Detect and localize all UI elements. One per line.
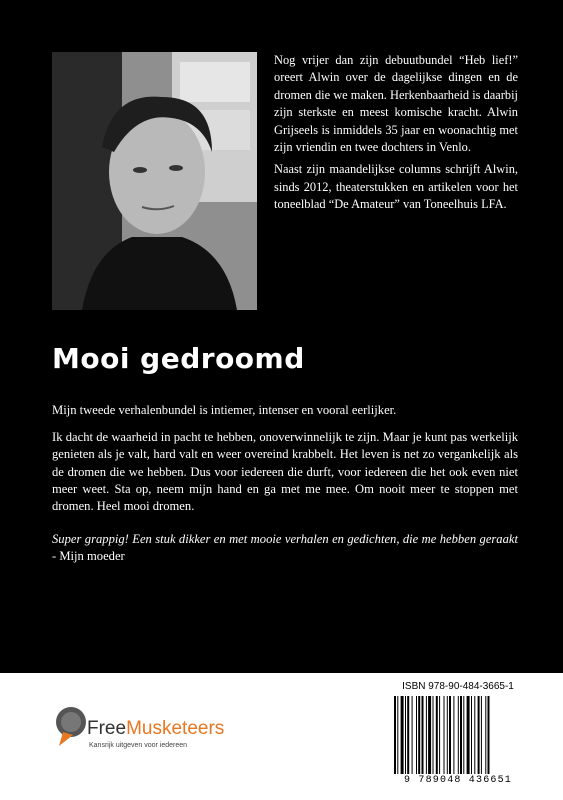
book-title: Mooi gedroomd <box>52 342 305 375</box>
quote-attribution: - Mijn moeder <box>52 549 125 564</box>
barcode-digits: 9 789048 436651 <box>403 775 512 786</box>
footer-panel <box>0 673 563 800</box>
bio-paragraph: Naast zijn maandelijkse columns schrijft Alwin, sinds 2012, theaterstukken en artikelen voor het toneelblad “De Amateur” van Toneelhuis LFA. <box>274 162 518 212</box>
isbn-barcode <box>388 681 528 791</box>
author-bio <box>274 52 518 219</box>
publisher-logo <box>55 698 225 758</box>
blurb-paragraph: Ik dacht de waarheid in pacht te hebben, onoverwinnelijk te zijn. Maar je kunt pas werkelijk genieten als je valt, hard valt en weer overeind krabbelt. Het leven is net zo vergankelijk als de dromen die we hebben. Dus voor iedereen die durft, voor iedereen die het ook even niet meer weet. Sta op, neem mijn hand en ga met me mee. Om nooit meer te stoppen met dromen. Heel mooi dromen. <box>52 430 518 514</box>
isbn-label: ISBN 978-90-484-3665-1 <box>402 681 514 692</box>
barcode-bars <box>394 696 522 774</box>
author-portrait-image <box>52 52 257 310</box>
publisher-name <box>87 718 224 740</box>
author-photo <box>52 52 257 310</box>
blurb-paragraph: Mijn tweede verhalenbundel is intiemer, intenser en vooral eerlijker. <box>52 403 397 417</box>
publisher-name-part-2: Musketeers <box>126 718 225 739</box>
publisher-name-part-1: Free <box>87 718 127 739</box>
bio-paragraph: Nog vrijer dan zijn debuutbundel “Heb lief!” oreert Alwin over de dagelijkse dingen en de dromen die we maken. Herkenbaarheid is daarbij zijn sterkste en meest komische kracht. Alwin Grijseels is inmiddels 35 jaar en woonachtig met zijn vriendin en twee dochters in Venlo. <box>274 53 518 155</box>
review-quote <box>52 531 518 565</box>
publisher-tagline: Kansrijk uitgeven voor iedereen <box>89 742 188 749</box>
speech-bubble-icon <box>55 706 89 748</box>
blurb <box>52 402 518 576</box>
quote-text: Super grappig! Een stuk dikker en met mooie verhalen en gedichten, die me hebben geraakt <box>52 532 518 547</box>
